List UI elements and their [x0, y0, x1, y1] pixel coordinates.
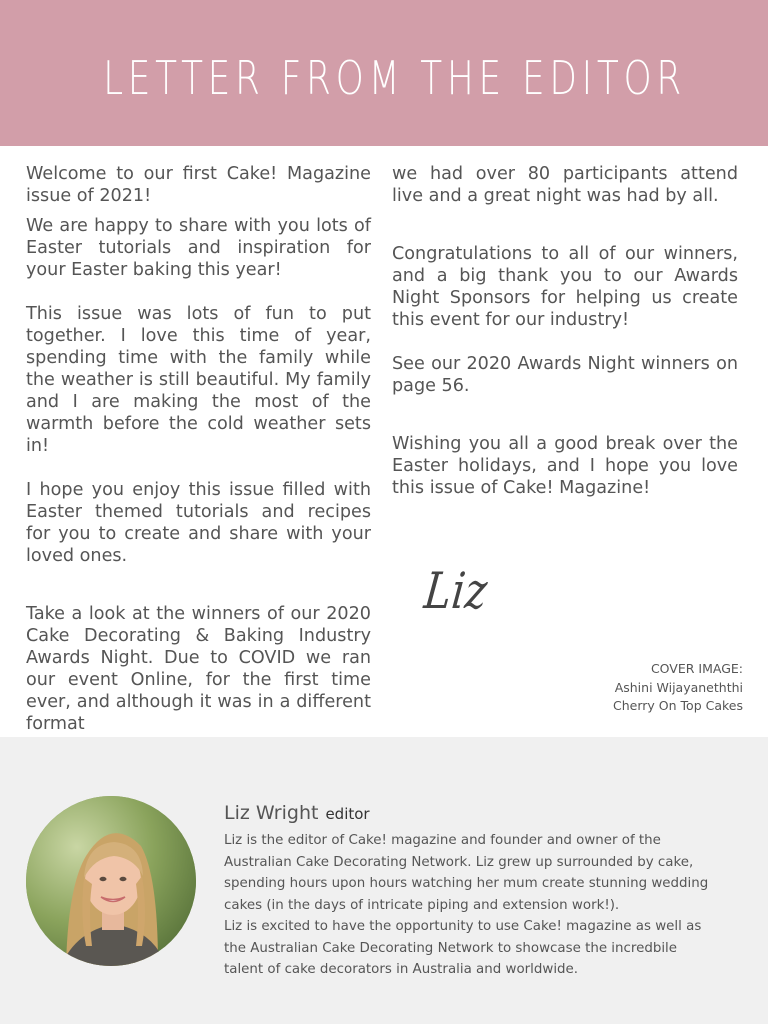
editor-signature: Liz [421, 562, 491, 620]
editor-avatar [26, 796, 196, 966]
letter-paragraph: we had over 80 participants attend live and a great night was had by all. [392, 164, 738, 206]
header-banner [0, 0, 768, 146]
editor-portrait-image [26, 796, 196, 966]
letter-paragraph: This issue was lots of fun to put together. I love this time of year, spending time with the family while the weather is still beautiful. My family and I are making the most of the warmth before the cold weather sets in! [26, 304, 371, 456]
letter-paragraph: See our 2020 Awards Night winners on page 56. [392, 354, 738, 396]
letter-paragraph: Welcome to our first Cake! Magazine issue of 2021! [26, 164, 371, 206]
cover-credit-business: Cherry On Top Cakes [613, 698, 743, 713]
letter-paragraph: We are happy to share with you lots of Easter tutorials and inspiration for your Easter baking this year! [26, 216, 371, 280]
editor-role: editor [325, 805, 370, 823]
page-title: LETTER FROM THE EDITOR [103, 51, 687, 105]
editor-bio-text [224, 830, 720, 981]
cover-image-credit [613, 660, 743, 716]
letter-paragraph: Congratulations to all of our winners, and a big thank you to our Awards Night Sponsors for helping us create this event for our industry! [392, 244, 738, 330]
bio-paragraph: Liz is the editor of Cake! magazine and founder and owner of the Australian Cake Decorating Network. Liz grew up surrounded by cake, spending hours upon hours watching her mum create stunning wedding cakes (in the days of intricate piping and extension work!). [224, 833, 709, 913]
cover-credit-name: Ashini Wijayaneththi [614, 679, 743, 695]
letter-paragraph: Wishing you all a good break over the Easter holidays, and I hope you love this issue of Cake! Magazine! [392, 434, 738, 498]
letter-left-column [26, 163, 371, 735]
letter-paragraph: I hope you enjoy this issue filled with Easter themed tutorials and recipes for you to create and share with your loved ones. [26, 480, 371, 566]
letter-paragraph: Take a look at the winners of our 2020 Cake Decorating & Baking Industry Awards Night. Due to COVID we ran our event Online, for the first time ever, and although it was in a different format [26, 604, 371, 734]
editor-name: Liz Wright [224, 802, 319, 824]
bio-paragraph: Liz is excited to have the opportunity to use Cake! magazine as well as the Australian Cake Decorating Network to showcase the incredbile talent of cake decorators in Australia and worldwide. [224, 919, 702, 977]
bio-name-row [224, 802, 370, 824]
cover-credit-heading: COVER IMAGE: [650, 661, 743, 676]
letter-right-column [392, 163, 738, 499]
